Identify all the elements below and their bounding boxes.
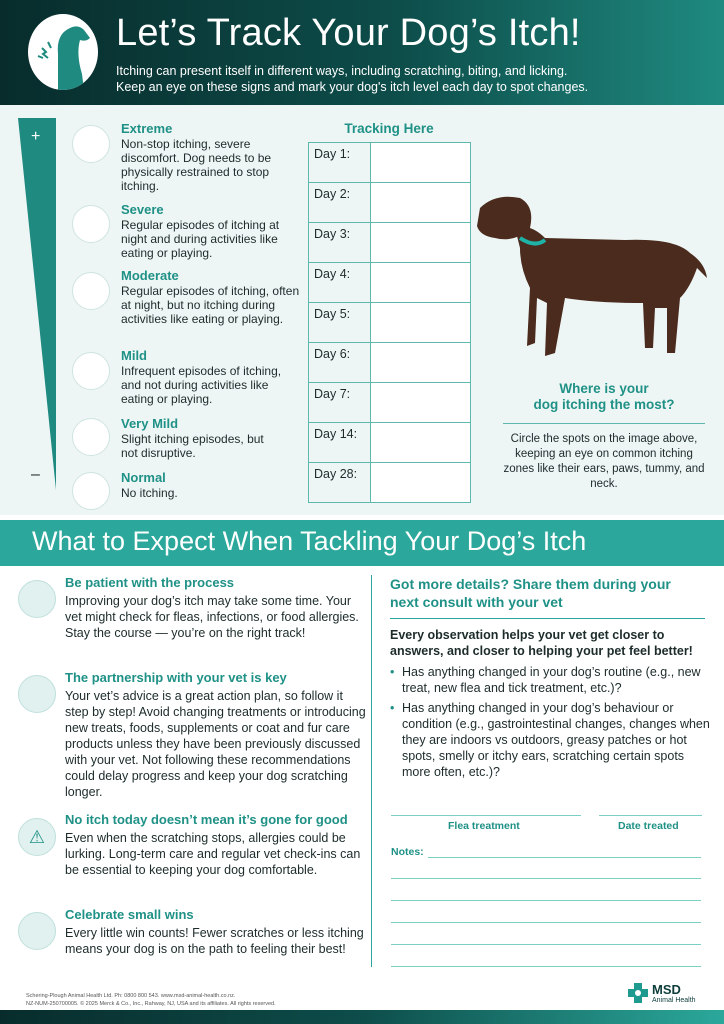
itch-level-entry-cell[interactable] [371, 183, 471, 223]
section-title: What to Expect When Tackling Your Dog’s Itch [0, 520, 724, 566]
scale-plus: + [31, 128, 41, 145]
extreme-dog-face-icon [72, 125, 110, 163]
tip-patience: Be patient with the process Improving your dog’s itch may take some time. Your vet might check for fleas, infections, or food allergies. Stay the course — you’re on the right track! [65, 575, 359, 640]
msd-logo: MSD Animal Health [628, 982, 696, 1004]
legal-text: Schering-Plough Animal Health Ltd. Ph: 0800 800 543. www.msd-animal-health.co.nz. NZ-NUM-250700005. © 2025 Merck & Co., Inc., Rahway, NJ, USA and its affiliates. All rights reserved. [26, 993, 276, 1007]
itch-level-entry-cell[interactable] [371, 343, 471, 383]
footer-bar [0, 1010, 724, 1024]
tip-celebrate: Celebrate small wins Every little win counts! Fewer scratches or less itching means your dog is on the path to feeling their best! [65, 907, 364, 956]
itch-level-entry-cell[interactable] [371, 463, 471, 503]
level-moderate: Moderate Regular episodes of itching, often at night, but no itching during activities like eating or playing. [121, 268, 300, 326]
checklist-icon [18, 675, 56, 713]
where-itching-title: Where is your dog itching the most? [533, 381, 675, 412]
tracking-row [309, 343, 471, 383]
day-label: Day 1: [309, 143, 371, 183]
day-label: Day 3: [309, 223, 371, 263]
itch-level-entry-cell[interactable] [371, 303, 471, 343]
day-label: Day 7: [309, 383, 371, 423]
where-itching-text: Circle the spots on the image above, keeping an eye on common itching zones like their ears, paws, tummy, and neck. [503, 433, 705, 490]
tracking-row [309, 463, 471, 503]
divider [503, 423, 705, 424]
clock-hand-icon [18, 580, 56, 618]
tracking-row [309, 383, 471, 423]
day-label: Day 5: [309, 303, 371, 343]
clapping-hands-icon [18, 912, 56, 950]
tip-no-itch: No itch today doesn’t mean it’s gone for good Even when the scratching stops, allergies could be lurking. Long-term care and regular vet check-ins can be essential to keeping your dog comfortable. [65, 812, 361, 877]
level-very-mild: Very Mild Slight itching episodes, but not disruptive. [121, 416, 264, 460]
column-divider [371, 575, 372, 967]
tracking-row [309, 223, 471, 263]
notes-line[interactable] [391, 878, 701, 879]
itch-intensity-scale [18, 118, 58, 493]
tracking-title: Tracking Here [344, 121, 434, 136]
level-mild: Mild Infrequent episodes of itching, and not during activities like eating or playing. [121, 348, 282, 406]
day-label: Day 28: [309, 463, 371, 503]
tracking-row [309, 143, 471, 183]
level-severe: Severe Regular episodes of itching at night and during activities like eating or playing. [121, 202, 280, 260]
scratching-dog-logo-icon [28, 14, 98, 90]
tracking-row [309, 183, 471, 223]
consult-intro: Every observation helps your vet get closer to answers, and closer to helping your pet feel better! [390, 628, 693, 658]
date-treated-label: Date treated [618, 820, 679, 832]
tracking-table [308, 142, 471, 503]
day-label: Day 2: [309, 183, 371, 223]
msd-logo-icon [628, 983, 648, 1003]
consult-questions [390, 664, 710, 784]
page-subtitle: Itching can present itself in different ways, including scratching, biting, and licking. Keep an eye on these signs and mark your dog's itch level each day to spot changes. [116, 64, 589, 94]
tracking-row [309, 303, 471, 343]
list-item: • Has anything changed in your dog’s behaviour or condition (e.g., gastrointestinal changes, changes when they are indoors vs outdoors, greasy patches or hot spots, smelly or itchy ears, scratching certain spots more often, etc.)? [390, 700, 710, 780]
flea-treatment-label: Flea treatment [448, 820, 520, 832]
itch-level-entry-cell[interactable] [371, 423, 471, 463]
notes-line[interactable] [428, 857, 701, 858]
mild-dog-face-icon [72, 352, 110, 390]
normal-dog-face-icon [72, 472, 110, 510]
notes-line[interactable] [391, 900, 701, 901]
labrador-dog-image[interactable] [475, 168, 710, 363]
itch-level-entry-cell[interactable] [371, 263, 471, 303]
flea-treatment-field[interactable] [391, 815, 581, 816]
tip-partnership: The partnership with your vet is key Your vet’s advice is a great action plan, so follow it step by step! Avoid changing treatments or introducing new treats, foods, supplements or coat and fur care products unless they have been previously discussed with your vet. Not following these recommendations could delay progress and keep your dog scratching longer. [65, 670, 366, 799]
divider [390, 618, 705, 619]
tracking-row [309, 263, 471, 303]
level-extreme: Extreme Non-stop itching, severe discomfort. Dog needs to be physically restrained to stop itching. [121, 121, 272, 193]
day-label: Day 4: [309, 263, 371, 303]
scale-minus: – [31, 466, 40, 483]
itch-level-entry-cell[interactable] [371, 143, 471, 183]
date-treated-field[interactable] [599, 815, 702, 816]
very-mild-dog-face-icon [72, 418, 110, 456]
day-label: Day 14: [309, 423, 371, 463]
tracking-row [309, 423, 471, 463]
severe-dog-face-icon [72, 205, 110, 243]
notes-label: Notes: [391, 846, 424, 858]
notes-line[interactable] [391, 922, 701, 923]
page-title: Let’s Track Your Dog’s Itch! [116, 12, 581, 54]
notes-line[interactable] [391, 966, 701, 967]
itch-level-entry-cell[interactable] [371, 383, 471, 423]
consult-title: Got more details? Share them during your next consult with your vet [390, 576, 671, 610]
day-label: Day 6: [309, 343, 371, 383]
notes-line[interactable] [391, 944, 701, 945]
warning-icon: ⚠ [18, 818, 56, 856]
list-item: • Has anything changed in your dog’s routine (e.g., new treat, new flea and tick treatment, etc.)? [390, 664, 710, 696]
level-normal: Normal No itching. [121, 470, 178, 500]
itch-level-entry-cell[interactable] [371, 223, 471, 263]
moderate-dog-face-icon [72, 272, 110, 310]
